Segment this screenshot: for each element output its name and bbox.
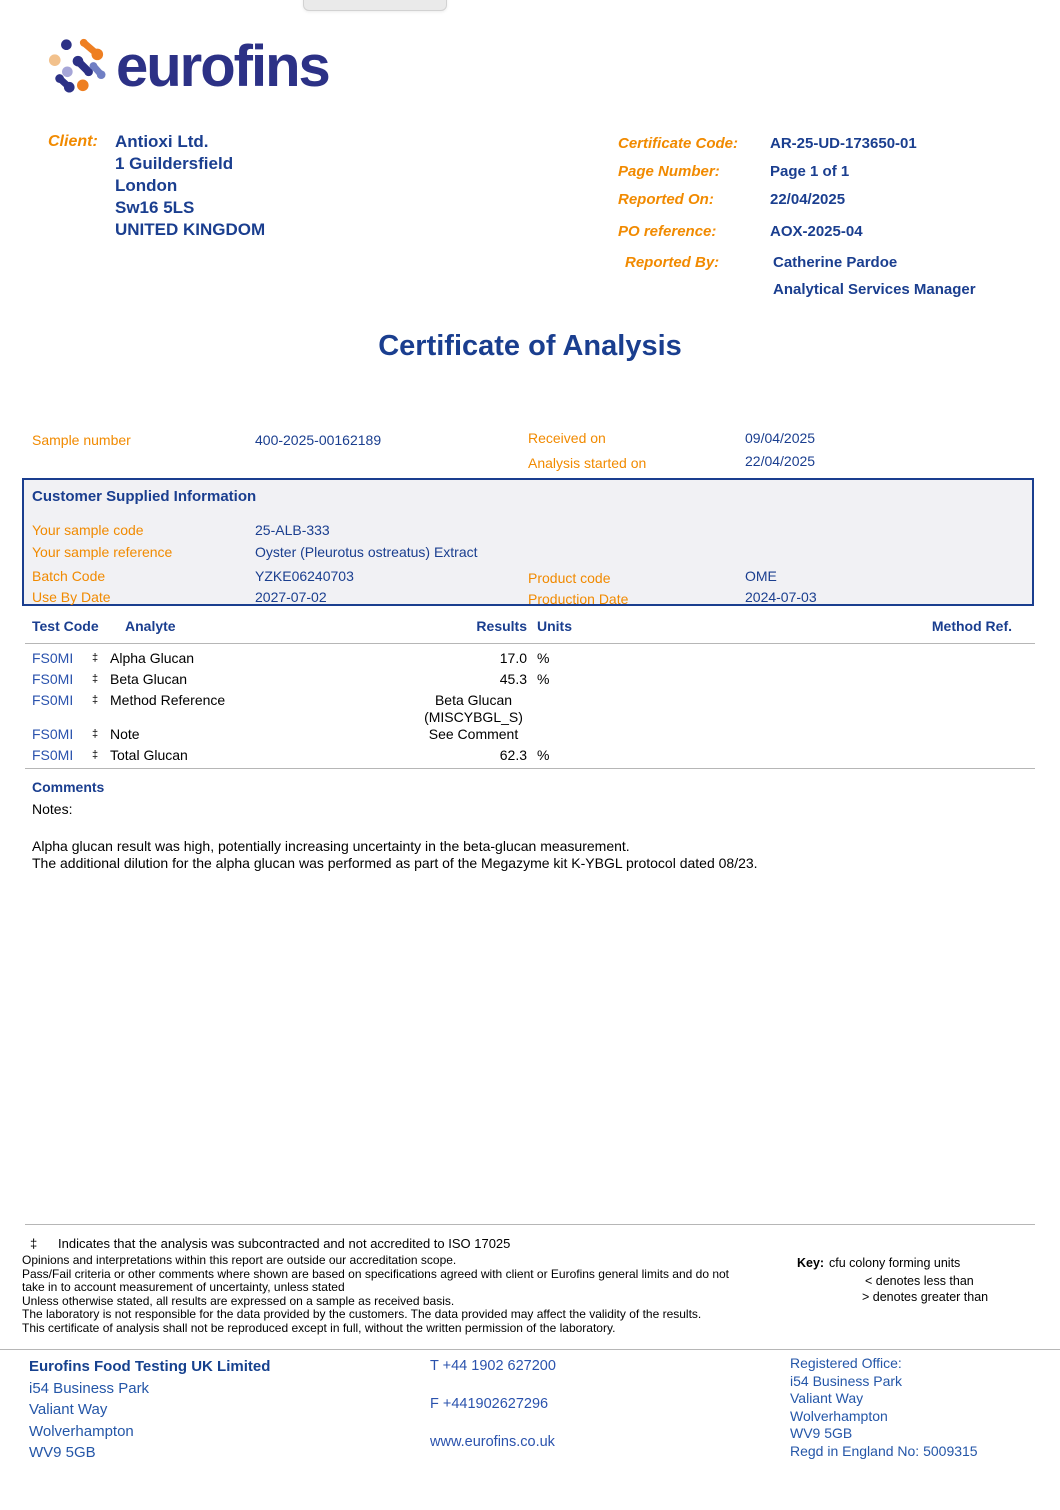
result-value: 17.0 bbox=[499, 650, 527, 666]
subcontract-flag: ‡ bbox=[92, 694, 99, 706]
result-value: 62.3 bbox=[499, 747, 527, 763]
page-number-label: Page Number: bbox=[618, 163, 720, 180]
registered-office-line: WV9 5GB bbox=[790, 1425, 853, 1441]
result-value: See Comment bbox=[428, 726, 519, 742]
test-code: FS0MI bbox=[32, 726, 74, 742]
certificate-code-value: AR-25-UD-173650-01 bbox=[770, 135, 917, 152]
reported-on-label: Reported On: bbox=[618, 191, 714, 208]
result-value: 45.3 bbox=[499, 671, 527, 687]
footer-fax: F +441902627296 bbox=[430, 1396, 549, 1412]
client-label: Client: bbox=[48, 133, 98, 150]
analyte-name: Method Reference bbox=[110, 692, 226, 708]
results-table-header bbox=[25, 618, 1035, 634]
table-row bbox=[25, 671, 1035, 687]
client-country: UNITED KINGDOM bbox=[115, 220, 266, 239]
client-postcode: Sw16 5LS bbox=[115, 198, 195, 217]
key-line-greater-than: > denotes greater than bbox=[862, 1290, 989, 1304]
registered-office-line: Wolverhampton bbox=[790, 1407, 888, 1424]
result-line2: (MISCYBGL_S) bbox=[424, 709, 523, 725]
result-unit: % bbox=[537, 747, 550, 763]
comments-title: Comments bbox=[32, 779, 105, 795]
table-header-divider bbox=[25, 643, 1035, 644]
client-address bbox=[115, 131, 265, 241]
notes-label: Notes: bbox=[32, 801, 73, 817]
eurofins-logo bbox=[48, 33, 329, 99]
subcontract-flag: ‡ bbox=[92, 652, 99, 664]
subcontract-flag: ‡ bbox=[92, 749, 99, 761]
header-analyte: Analyte bbox=[125, 618, 176, 634]
screen-overlay-artifact bbox=[303, 0, 447, 11]
footer-registered-block bbox=[790, 1355, 978, 1460]
sample-code-value: 25-ALB-333 bbox=[255, 522, 330, 538]
disclaimer-line: Opinions and interpretations within this report are outside our accreditation scope. bbox=[22, 1253, 457, 1267]
certificate-code-label: Certificate Code: bbox=[618, 135, 739, 152]
header-method-ref: Method Ref. bbox=[931, 618, 1012, 634]
key-line-less-than: < denotes less than bbox=[865, 1274, 974, 1288]
table-row bbox=[25, 650, 1035, 666]
registered-office-line: Valiant Way bbox=[790, 1390, 864, 1406]
received-on-value: 09/04/2025 bbox=[745, 430, 816, 446]
dagger-symbol: ‡ bbox=[30, 1236, 38, 1251]
disclaimer-line: take in to account measurement of uncertainty, unless stated bbox=[22, 1280, 345, 1294]
sample-number-label: Sample number bbox=[32, 432, 131, 448]
footer-company-address-line: i54 Business Park bbox=[29, 1379, 150, 1397]
footer-phone: T +44 1902 627200 bbox=[430, 1358, 556, 1374]
footer-website: www.eurofins.co.uk bbox=[430, 1434, 555, 1450]
header-test-code: Test Code bbox=[32, 618, 99, 634]
sample-code-label: Your sample code bbox=[32, 522, 144, 538]
disclaimer-top-divider bbox=[25, 1224, 1035, 1225]
result-unit: % bbox=[537, 650, 550, 666]
header-units: Units bbox=[537, 618, 572, 634]
use-by-label: Use By Date bbox=[32, 589, 111, 605]
registered-office-line: i54 Business Park bbox=[790, 1372, 903, 1389]
disclaimer-line: The laboratory is not responsible for the data provided by the customers. The data provided may affect the validity of the results. bbox=[22, 1307, 702, 1321]
test-code: FS0MI bbox=[32, 747, 74, 763]
reported-by-value: Catherine Pardoe bbox=[773, 254, 898, 271]
footer-company-block bbox=[29, 1356, 270, 1464]
footer-company-address-line: Valiant Way bbox=[29, 1401, 108, 1418]
reported-on-value: 22/04/2025 bbox=[770, 191, 846, 208]
header-results: Results bbox=[476, 618, 527, 634]
batch-code-value: YZKE06240703 bbox=[255, 568, 354, 584]
comment-line-1: Alpha glucan result was high, potentially increasing uncertainty in the beta-glucan measurement. bbox=[32, 838, 630, 854]
disclaimer-text bbox=[22, 1254, 729, 1335]
production-date-value: 2024-07-03 bbox=[745, 589, 817, 605]
reported-by-label: Reported By: bbox=[625, 254, 720, 271]
table-row bbox=[25, 692, 1035, 726]
use-by-value: 2027-07-02 bbox=[255, 589, 327, 605]
analyte-name: Note bbox=[110, 726, 140, 742]
disclaimer-line: Unless otherwise stated, all results are expressed on a sample as received basis. bbox=[22, 1293, 455, 1308]
footer-divider bbox=[0, 1349, 1060, 1350]
table-row bbox=[25, 726, 1035, 743]
subcontract-flag: ‡ bbox=[92, 728, 99, 740]
test-code: FS0MI bbox=[32, 671, 74, 687]
footer-company-name: Eurofins Food Testing UK Limited bbox=[29, 1358, 271, 1375]
dagger-note: Indicates that the analysis was subcontracted and not accredited to ISO 17025 bbox=[58, 1236, 511, 1251]
eurofins-molecule-icon bbox=[48, 36, 106, 97]
customer-info-title: Customer Supplied Information bbox=[32, 488, 257, 505]
subcontract-flag: ‡ bbox=[92, 673, 99, 685]
product-code-value: OME bbox=[745, 568, 777, 584]
analyte-name: Beta Glucan bbox=[110, 671, 188, 687]
disclaimer-line: Pass/Fail criteria or other comments where shown are based on specifications agreed with client or Eurofins general limits and do not bbox=[22, 1266, 730, 1281]
result-line1: Beta Glucan bbox=[434, 692, 513, 708]
registered-office-line: Regd in England No: 5009315 bbox=[790, 1442, 978, 1459]
client-city: London bbox=[115, 176, 178, 195]
batch-code-label: Batch Code bbox=[32, 568, 106, 584]
client-street: 1 Guildersfield bbox=[115, 154, 234, 173]
key-line-cfu: cfu colony forming units bbox=[829, 1256, 961, 1270]
po-reference-value: AOX-2025-04 bbox=[770, 223, 863, 240]
analysis-started-value: 22/04/2025 bbox=[745, 453, 816, 469]
sample-ref-label: Your sample reference bbox=[32, 544, 173, 560]
sample-ref-value: Oyster (Pleurotus ostreatus) Extract bbox=[255, 544, 478, 560]
product-code-label: Product code bbox=[528, 570, 611, 586]
registered-office-line: Registered Office: bbox=[790, 1355, 902, 1371]
analyte-name: Alpha Glucan bbox=[110, 650, 195, 666]
page-number-value: Page 1 of 1 bbox=[770, 163, 850, 180]
received-on-label: Received on bbox=[528, 430, 606, 446]
table-row bbox=[25, 747, 1035, 763]
production-date-label: Production Date bbox=[528, 591, 629, 607]
analysis-started-label: Analysis started on bbox=[528, 455, 647, 471]
page-title: Certificate of Analysis bbox=[378, 330, 682, 362]
disclaimer-line: This certificate of analysis shall not be reproduced except in full, without the written permission of the laboratory. bbox=[22, 1320, 616, 1335]
sample-number-value: 400-2025-00162189 bbox=[255, 432, 382, 448]
table-bottom-divider bbox=[25, 768, 1035, 769]
test-code: FS0MI bbox=[32, 692, 74, 708]
test-code: FS0MI bbox=[32, 650, 74, 666]
result-unit: % bbox=[537, 671, 550, 687]
client-name: Antioxi Ltd. bbox=[115, 132, 209, 151]
analyte-name: Total Glucan bbox=[110, 747, 188, 763]
result-value bbox=[420, 692, 527, 726]
eurofins-wordmark: eurofins bbox=[116, 33, 329, 99]
footer-company-address-line: WV9 5GB bbox=[29, 1444, 96, 1461]
key-label: Key: bbox=[797, 1256, 825, 1270]
po-reference-label: PO reference: bbox=[618, 223, 717, 240]
reporter-title: Analytical Services Manager bbox=[773, 281, 976, 298]
footer-company-address-line: Wolverhampton bbox=[29, 1422, 134, 1440]
comment-line-2: The additional dilution for the alpha glucan was performed as part of the Megazyme kit K-YBGL protocol dated 08/23. bbox=[32, 855, 758, 871]
